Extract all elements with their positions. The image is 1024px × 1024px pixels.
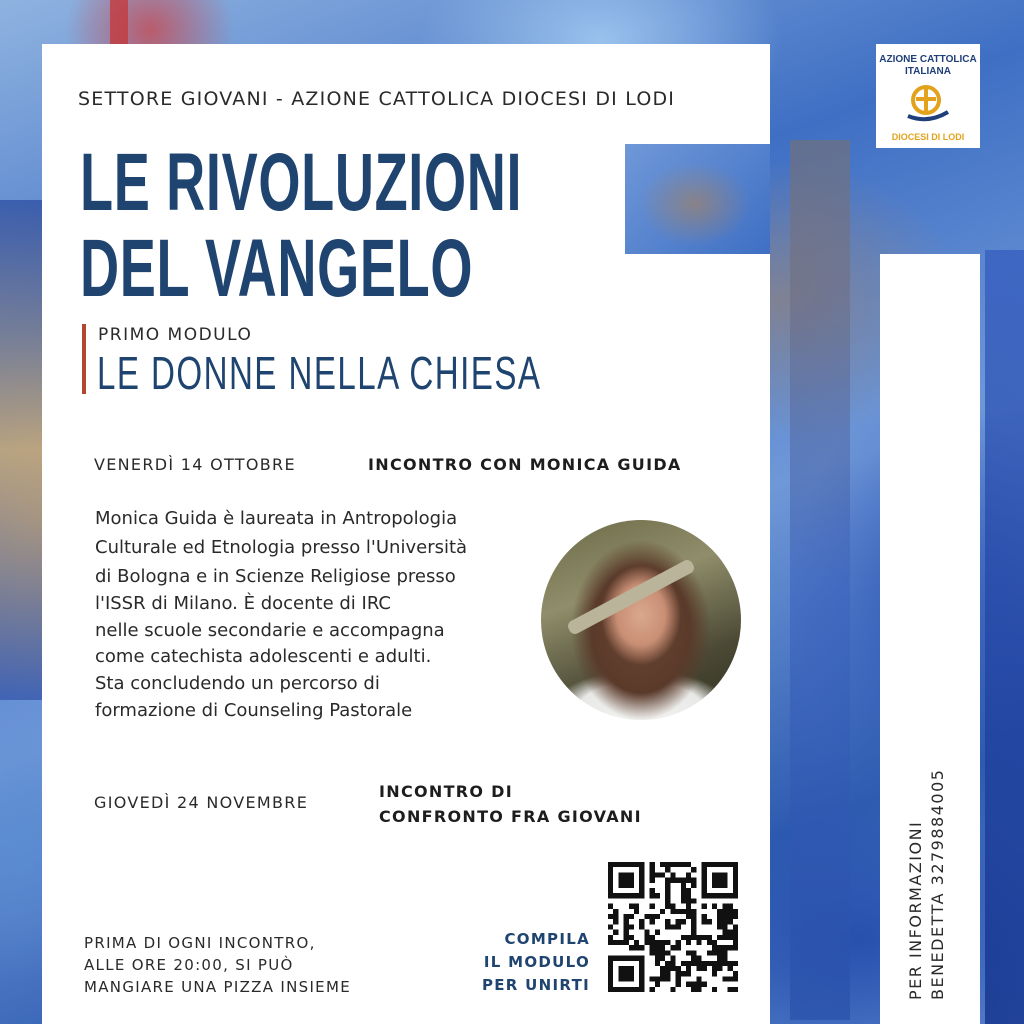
main-title bbox=[80, 137, 523, 314]
background-notch bbox=[625, 144, 770, 254]
event2-date: GIOVEDÌ 24 NOVEMBRE bbox=[94, 793, 309, 812]
logo-mark-icon bbox=[906, 82, 950, 126]
module-title: LE DONNE NELLA CHIESA bbox=[97, 347, 542, 399]
bio-line: Sta concludendo un percorso di bbox=[95, 673, 380, 694]
contact-line1: PER INFORMAZIONI bbox=[906, 820, 925, 1000]
qr-code[interactable] bbox=[608, 862, 738, 992]
azione-cattolica-logo bbox=[876, 44, 980, 148]
signup-call-to-action bbox=[470, 928, 590, 997]
event1-date: VENERDÌ 14 OTTOBRE bbox=[94, 455, 296, 474]
cta-line2: IL MODULO bbox=[483, 953, 590, 971]
main-title-line1: LE RIVOLUZIONI bbox=[80, 137, 523, 228]
contact-info bbox=[905, 769, 949, 1000]
background-paint-streak bbox=[110, 0, 128, 44]
speaker-photo bbox=[541, 520, 741, 720]
contact-line2: BENEDETTA 3279884005 bbox=[928, 768, 947, 1000]
bio-line: come catechista adolescenti e adulti. bbox=[95, 646, 432, 667]
cta-line3: PER UNIRTI bbox=[481, 976, 590, 994]
background-paint-streak bbox=[985, 250, 1024, 1024]
logo-top-line1: AZIONE CATTOLICA bbox=[879, 54, 977, 65]
event2-title-line2: CONFRONTO FRA GIOVANI bbox=[379, 807, 642, 826]
pizza-line2: ALLE ORE 20:00, SI PUÒ bbox=[84, 956, 294, 974]
bio-line: di Bologna e in Scienze Religiose presso bbox=[95, 566, 456, 587]
logo-bottom-text: DIOCESI DI LODI bbox=[891, 132, 965, 142]
background-paint-streak bbox=[0, 200, 42, 700]
module-label: PRIMO MODULO bbox=[98, 325, 253, 345]
bio-line: l'ISSR di Milano. È docente di IRC bbox=[95, 593, 391, 614]
event2-title bbox=[379, 779, 642, 829]
qr-code-icon[interactable] bbox=[608, 862, 738, 992]
pizza-note bbox=[84, 932, 351, 998]
organization-line: SETTORE GIOVANI - AZIONE CATTOLICA DIOCESI DI LODI bbox=[78, 88, 676, 110]
bio-line: Monica Guida è laureata in Antropologia bbox=[95, 508, 458, 529]
pizza-line1: PRIMA DI OGNI INCONTRO, bbox=[84, 934, 316, 952]
bio-line: nelle scuole secondarie e accompagna bbox=[95, 620, 445, 641]
logo-top-text bbox=[876, 54, 980, 78]
bio-line: Culturale ed Etnologia presso l'Università bbox=[95, 537, 468, 558]
event2-title-line1: INCONTRO DI bbox=[379, 782, 514, 801]
main-title-line2: DEL VANGELO bbox=[80, 223, 474, 314]
background-paint-streak bbox=[790, 140, 850, 1020]
pizza-line3: MANGIARE UNA PIZZA INSIEME bbox=[84, 978, 351, 996]
bio-line: formazione di Counseling Pastorale bbox=[95, 700, 413, 721]
module-accent-bar bbox=[82, 324, 86, 394]
photo-branch bbox=[566, 558, 696, 636]
logo-top-line2: ITALIANA bbox=[905, 66, 951, 77]
event1-title: INCONTRO CON MONICA GUIDA bbox=[368, 455, 682, 474]
cta-line1: COMPILA bbox=[504, 930, 590, 948]
